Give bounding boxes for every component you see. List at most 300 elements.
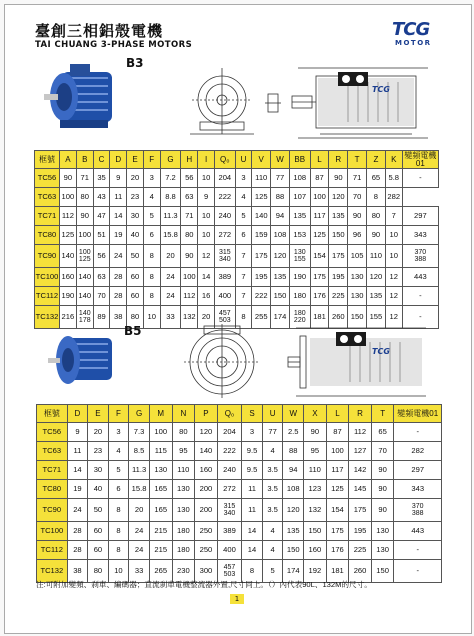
table-cell: 10 — [198, 207, 215, 226]
table-cell: 140 — [76, 268, 93, 287]
table-cell: 297 — [394, 461, 442, 480]
frame-model-cell: TC71 — [35, 207, 60, 226]
frame-model-cell: TC100 — [35, 268, 60, 287]
table-cell: 11 — [242, 480, 263, 499]
table-cell: 135 — [367, 287, 386, 306]
b3-side-drawing — [288, 58, 438, 144]
table-cell: 63 — [93, 268, 110, 287]
table-cell: 160 — [304, 541, 327, 560]
table-cell: 5 — [108, 461, 129, 480]
table-cell: 23 — [88, 442, 109, 461]
frame-model-cell: TC90 — [37, 499, 68, 522]
motor-b3-image — [40, 62, 122, 142]
table-cell: 200 — [195, 480, 218, 499]
table-cell: 150 — [271, 287, 290, 306]
table-cell: 5 — [262, 560, 283, 583]
table-cell: 282 — [385, 188, 402, 207]
table-cell: 3 — [143, 169, 160, 188]
table-cell: 4 — [235, 188, 252, 207]
table-cell: 4 — [143, 188, 160, 207]
table-cell: 222 — [214, 188, 235, 207]
table-cell: 3 — [235, 169, 252, 188]
table-cell: 180 — [289, 287, 310, 306]
table-cell: 222 — [252, 287, 271, 306]
table-cell: 125 — [59, 226, 76, 245]
table-cell: 90 — [181, 245, 198, 268]
table-cell: 12 — [385, 306, 402, 329]
table-cell: 11.3 — [160, 207, 181, 226]
table-cell: 90 — [371, 461, 394, 480]
table-cell: 3.5 — [262, 480, 283, 499]
table-header-row — [35, 151, 439, 169]
table-cell: 80 — [127, 306, 144, 329]
table-cell: 8 — [235, 306, 252, 329]
table-cell: 260 — [329, 306, 348, 329]
table-cell: 154 — [310, 245, 329, 268]
table-cell: 195 — [329, 268, 348, 287]
table-header-cell: E — [88, 405, 109, 423]
table-cell: 15.8 — [129, 480, 150, 499]
frame-model-cell: TC132 — [35, 306, 60, 329]
table-cell: 265 — [149, 560, 172, 583]
table-cell: 180 — [172, 541, 195, 560]
table-cell: 204 — [214, 169, 235, 188]
table-cell: 80 — [367, 207, 386, 226]
table-cell: 24 — [67, 499, 88, 522]
table-cell: 127 — [349, 442, 372, 461]
table-header-cell: X — [304, 405, 327, 423]
table-cell: 88 — [283, 442, 304, 461]
table-cell: 12 — [198, 245, 215, 268]
table-cell: 225 — [329, 287, 348, 306]
frame-model-cell: TC80 — [37, 480, 68, 499]
table-cell: 282 — [394, 442, 442, 461]
table-cell: 90 — [76, 207, 93, 226]
table-cell: 159 — [252, 226, 271, 245]
table-cell: 240 — [214, 207, 235, 226]
table-cell: 120 — [367, 268, 386, 287]
table-cell: 90 — [348, 207, 367, 226]
table-cell: 100 — [149, 423, 172, 442]
table-header-cell: N — [172, 405, 195, 423]
table-cell: 87 — [326, 423, 349, 442]
table-cell: 130 — [149, 461, 172, 480]
table-cell: 24 — [110, 245, 127, 268]
frame-model-cell: TC132 — [37, 560, 68, 583]
table-cell: 90 — [329, 169, 348, 188]
frame-model-cell: TC63 — [37, 442, 68, 461]
table-cell: 30 — [88, 461, 109, 480]
table-cell: 260 — [349, 560, 372, 583]
table-header-cell: L — [326, 405, 349, 423]
table-cell: 108 — [289, 169, 310, 188]
table-cell: 8 — [108, 499, 129, 522]
table-cell: 180 — [172, 522, 195, 541]
b5-side-drawing — [286, 320, 438, 400]
table-cell: 250 — [195, 522, 218, 541]
table-cell: 400 — [214, 287, 235, 306]
table-row — [35, 169, 439, 188]
table-cell: 100 — [59, 188, 76, 207]
table-cell: 94 — [283, 461, 304, 480]
table-cell: 43 — [93, 188, 110, 207]
table-cell: 204 — [217, 423, 242, 442]
table-cell: 24 — [160, 287, 181, 306]
table-cell: - — [402, 169, 438, 188]
table-cell: 10 — [385, 245, 402, 268]
table-cell: 140 — [195, 442, 218, 461]
table-cell: 8 — [143, 287, 160, 306]
table-header-cell: P — [195, 405, 218, 423]
table-cell: 8 — [143, 268, 160, 287]
table-cell: 154 — [326, 499, 349, 522]
table-cell: 175 — [349, 499, 372, 522]
table-cell: 130 — [348, 268, 367, 287]
table-cell: 70 — [93, 287, 110, 306]
table-cell: 130 — [371, 541, 394, 560]
table-row — [37, 423, 442, 442]
table-cell: 192 — [304, 560, 327, 583]
table-cell: 215 — [149, 541, 172, 560]
frame-model-cell: TC112 — [35, 287, 60, 306]
table-cell: 12 — [385, 287, 402, 306]
table-cell: 135 — [271, 268, 290, 287]
table-cell: 150 — [329, 226, 348, 245]
table-header-cell: U — [262, 405, 283, 423]
table-header-cell: E — [127, 151, 144, 169]
table-cell: - — [394, 541, 442, 560]
table-cell: 20 — [198, 306, 215, 329]
table-cell: 272 — [217, 480, 242, 499]
table-cell: 315 340 — [217, 499, 242, 522]
b3-shaft-detail — [263, 90, 283, 118]
table-cell: 370 388 — [402, 245, 438, 268]
table-cell: 110 — [367, 245, 386, 268]
table-cell: - — [394, 560, 442, 583]
table-cell: 190 — [289, 268, 310, 287]
table-cell: 4 — [262, 522, 283, 541]
table-cell: 255 — [252, 306, 271, 329]
table-cell: 95 — [304, 442, 327, 461]
table-cell: 105 — [348, 245, 367, 268]
table-row — [37, 541, 442, 560]
table-cell: 181 — [310, 306, 329, 329]
table-cell: 10 — [198, 169, 215, 188]
table-cell: 110 — [172, 461, 195, 480]
table-cell: 100 125 — [76, 245, 93, 268]
table-cell: 10 — [143, 306, 160, 329]
table-cell: 56 — [181, 169, 198, 188]
table-cell: 457 503 — [217, 560, 242, 583]
table-cell: 11 — [67, 442, 88, 461]
table-cell: 112 — [181, 287, 198, 306]
table-header-cell: A — [59, 151, 76, 169]
table-cell: 9 — [110, 169, 127, 188]
table-cell: 90 — [371, 499, 394, 522]
table-cell: 8.8 — [160, 188, 181, 207]
table-cell: 145 — [349, 480, 372, 499]
table-cell: 10 — [198, 226, 215, 245]
table-header-cell: BB — [289, 151, 310, 169]
table-cell: 457 503 — [214, 306, 235, 329]
table-cell: 135 — [283, 522, 304, 541]
table-cell: 240 — [217, 461, 242, 480]
table-header-cell: L — [310, 151, 329, 169]
table-cell: 60 — [88, 522, 109, 541]
table-row — [37, 442, 442, 461]
table-cell: 216 — [59, 306, 76, 329]
brand-logo — [392, 21, 442, 53]
table-cell: 140 — [59, 245, 76, 268]
table-cell: 142 — [349, 461, 372, 480]
table-cell: 3.5 — [262, 461, 283, 480]
table-cell: 108 — [283, 480, 304, 499]
table-cell: 130 — [371, 522, 394, 541]
table-cell: 23 — [127, 188, 144, 207]
table-cell: 38 — [67, 560, 88, 583]
table-cell: 160 — [59, 268, 76, 287]
table-header-cell: F — [143, 151, 160, 169]
table-cell: 14 — [242, 522, 263, 541]
table-cell: 175 — [252, 245, 271, 268]
table-cell: 120 — [271, 245, 290, 268]
table-header-cell: Q₀ — [217, 405, 242, 423]
table-header-cell: B — [76, 151, 93, 169]
table-header-cell: G — [129, 405, 150, 423]
table-cell: 400 — [217, 541, 242, 560]
table-cell: 315 340 — [214, 245, 235, 268]
table-cell: 6 — [108, 480, 129, 499]
table-cell: 165 — [149, 499, 172, 522]
table-cell: 7 — [235, 268, 252, 287]
table-cell: 24 — [160, 268, 181, 287]
table-cell: 10 — [108, 560, 129, 583]
frame-model-cell: TC71 — [37, 461, 68, 480]
table-cell: 200 — [195, 499, 218, 522]
table-cell: 33 — [160, 306, 181, 329]
table-cell: 135 — [329, 207, 348, 226]
table-cell: 100 — [326, 442, 349, 461]
table-cell: 70 — [371, 442, 394, 461]
table-cell: 12 — [385, 268, 402, 287]
table-cell: 24 — [129, 522, 150, 541]
table-cell: 35 — [93, 169, 110, 188]
table-cell: 71 — [76, 169, 93, 188]
table-cell: 6 — [143, 226, 160, 245]
table-cell: 9 — [198, 188, 215, 207]
table-cell: 112 — [349, 423, 372, 442]
table-header-cell: C — [93, 151, 110, 169]
svg-text:TCG: TCG — [372, 347, 390, 356]
frame-model-cell: TC80 — [35, 226, 60, 245]
table-cell: 108 — [271, 226, 290, 245]
table-cell: 6 — [235, 226, 252, 245]
table-cell: 5 — [143, 207, 160, 226]
table-header-row — [37, 405, 442, 423]
table-cell: - — [402, 287, 438, 306]
table-cell: 80 — [88, 560, 109, 583]
table-header-cell: T — [371, 405, 394, 423]
table-cell: 8 — [108, 541, 129, 560]
table-cell: 4 — [108, 442, 129, 461]
table-header-cell: H — [181, 151, 198, 169]
table-cell: 7 — [235, 287, 252, 306]
table-cell: 100 — [76, 226, 93, 245]
table-cell: 153 — [289, 226, 310, 245]
table-cell: 155 — [367, 306, 386, 329]
table-cell: 140 — [252, 207, 271, 226]
section-b3-label: B3 — [126, 56, 144, 70]
table-cell: 8 — [242, 560, 263, 583]
table-cell: 50 — [127, 245, 144, 268]
table-cell: 56 — [93, 245, 110, 268]
table-cell: 7.2 — [160, 169, 181, 188]
table-cell: 176 — [326, 541, 349, 560]
table-cell: 132 — [304, 499, 327, 522]
table-cell: 28 — [67, 541, 88, 560]
table-row — [37, 522, 442, 541]
table-cell: 343 — [394, 480, 442, 499]
table-header-cell: R — [349, 405, 372, 423]
table-cell: - — [394, 423, 442, 442]
table-cell: 130 155 — [289, 245, 310, 268]
table-cell: 8 — [367, 188, 386, 207]
table-cell: 80 — [76, 188, 93, 207]
table-cell: 33 — [129, 560, 150, 583]
table-cell: 150 — [283, 541, 304, 560]
table-cell: 71 — [181, 207, 198, 226]
table-cell: 130 — [172, 480, 195, 499]
table-cell: 10 — [385, 226, 402, 245]
table-cell: 370 388 — [394, 499, 442, 522]
table-cell: 90 — [59, 169, 76, 188]
table-row — [35, 268, 439, 287]
frame-model-cell: TC56 — [35, 169, 60, 188]
table-cell: 7 — [235, 245, 252, 268]
table-cell: 19 — [110, 226, 127, 245]
table-cell: 9.5 — [242, 442, 263, 461]
table-cell: 94 — [271, 207, 290, 226]
table-cell: 150 — [304, 522, 327, 541]
svg-text:TCG: TCG — [372, 85, 390, 94]
table-row — [37, 499, 442, 522]
table-cell: 125 — [310, 226, 329, 245]
logo-sub-text: MOTOR — [395, 39, 432, 47]
table-cell: 3.5 — [262, 499, 283, 522]
table-cell: 150 — [371, 560, 394, 583]
frame-model-cell: TC56 — [37, 423, 68, 442]
table-b3 — [34, 150, 439, 329]
table-row — [35, 207, 439, 226]
table-row — [35, 226, 439, 245]
table-cell: 8.5 — [129, 442, 150, 461]
table-cell: 115 — [149, 442, 172, 461]
table-cell: 174 — [283, 560, 304, 583]
table-cell: 8 — [143, 245, 160, 268]
table-cell: 40 — [127, 226, 144, 245]
table-cell: 65 — [371, 423, 394, 442]
table-cell: 190 — [59, 287, 76, 306]
table-cell: 14 — [110, 207, 127, 226]
table-cell: 14 — [198, 268, 215, 287]
table-cell: 180 220 — [289, 306, 310, 329]
table-cell: 50 — [88, 499, 109, 522]
table-cell: 8 — [108, 522, 129, 541]
table-cell: 140 178 — [76, 306, 93, 329]
table-header-cell: V — [252, 151, 271, 169]
table-cell: 110 — [304, 461, 327, 480]
table-cell: 80 — [181, 226, 198, 245]
table-cell: 4 — [262, 442, 283, 461]
table-header-cell: W — [271, 151, 290, 169]
table-cell: 222 — [217, 442, 242, 461]
table-cell: 9 — [67, 423, 88, 442]
table-cell: 3 — [108, 423, 129, 442]
table-cell: 71 — [348, 169, 367, 188]
table-row — [35, 188, 439, 207]
section-b5-label: B5 — [124, 324, 142, 338]
table-header-cell: 變頻電機01 — [402, 151, 438, 169]
table-cell: 11 — [110, 188, 127, 207]
page-title: 臺創三相鋁殼電機 — [35, 22, 164, 40]
table-cell: 77 — [262, 423, 283, 442]
table-cell: 120 — [329, 188, 348, 207]
table-header-cell: S — [242, 405, 263, 423]
table-cell: 7.3 — [129, 423, 150, 442]
table-cell: 110 — [252, 169, 271, 188]
table-cell: 135 — [289, 207, 310, 226]
table-header-cell: R — [329, 151, 348, 169]
table-cell: 19 — [67, 480, 88, 499]
table-cell: 95 — [172, 442, 195, 461]
table-cell: 63 — [181, 188, 198, 207]
table-cell: 100 — [181, 268, 198, 287]
table-header-cell: M — [149, 405, 172, 423]
table-cell: 195 — [252, 268, 271, 287]
table-cell: 11 — [242, 499, 263, 522]
table-cell: 5 — [235, 207, 252, 226]
table-cell: 215 — [149, 522, 172, 541]
table-header-cell: Q₀ — [214, 151, 235, 169]
table-cell: 230 — [172, 560, 195, 583]
table-cell: 125 — [326, 480, 349, 499]
table-header-cell: I — [198, 151, 215, 169]
table-cell: 80 — [172, 423, 195, 442]
table-cell: 174 — [271, 306, 290, 329]
table-cell: 7 — [385, 207, 402, 226]
table-cell: 77 — [271, 169, 290, 188]
table-cell: 28 — [110, 287, 127, 306]
table-cell: 14 — [242, 541, 263, 560]
table-cell: 112 — [59, 207, 76, 226]
table-header-cell: F — [108, 405, 129, 423]
table-row — [37, 480, 442, 499]
table-cell: 14 — [67, 461, 88, 480]
table-cell: 225 — [349, 541, 372, 560]
table-cell: 20 — [88, 423, 109, 442]
table-cell: 47 — [93, 207, 110, 226]
table-cell: 165 — [149, 480, 172, 499]
table-cell: 160 — [195, 461, 218, 480]
table-cell: 9.5 — [242, 461, 263, 480]
table-cell: 150 — [348, 306, 367, 329]
motor-b5-image — [46, 330, 118, 392]
table-cell: 40 — [88, 480, 109, 499]
table-cell: 60 — [127, 287, 144, 306]
table-cell: 130 — [348, 287, 367, 306]
table-cell: 65 — [367, 169, 386, 188]
table-header-cell: W — [283, 405, 304, 423]
